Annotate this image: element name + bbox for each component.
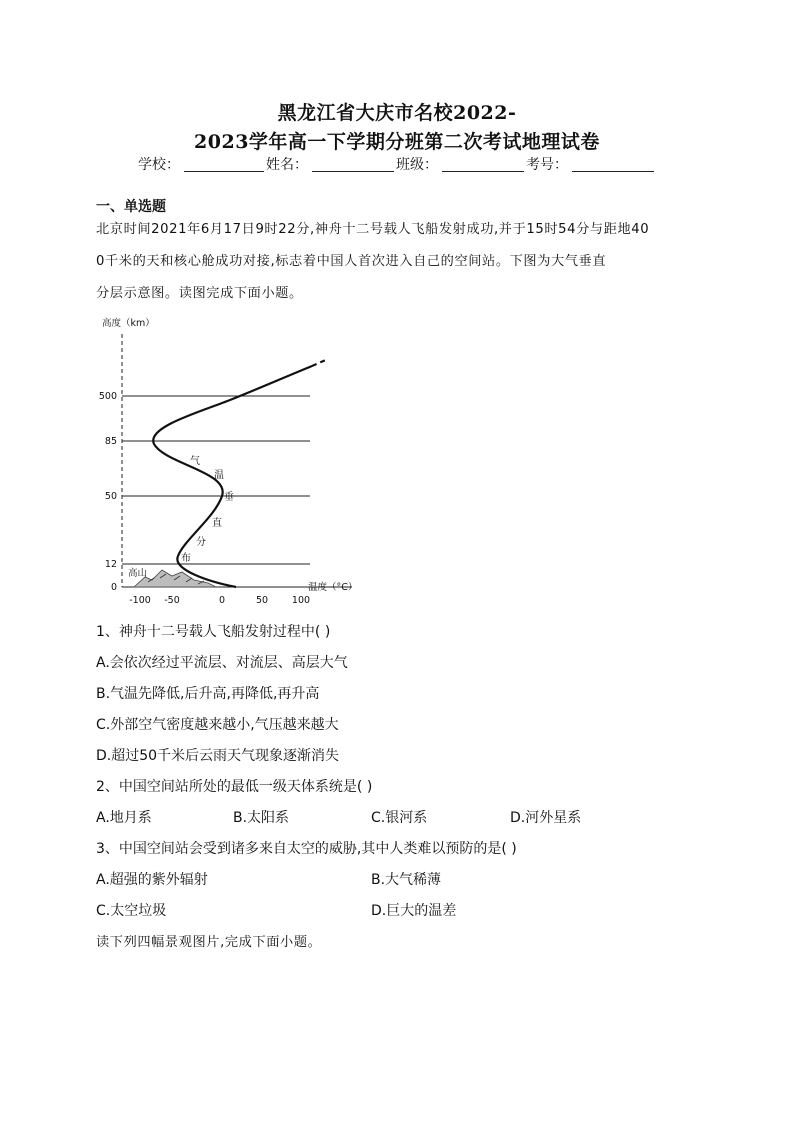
question-3-option-a[interactable]: A.超强的紫外辐射: [96, 872, 208, 888]
question-3-option-c[interactable]: C.太空垃圾: [96, 903, 167, 919]
exam-title-line-1: 黑龙江省大庆市名校2022-: [277, 102, 517, 124]
question-2-option-b[interactable]: B.太阳系: [233, 810, 290, 826]
mountain-label: 高山: [128, 568, 148, 579]
name-blank[interactable]: [312, 157, 394, 172]
school-blank[interactable]: [184, 157, 264, 172]
question-2-option-c[interactable]: C.银河系: [371, 810, 428, 826]
intro-line-1: 北京时间2021年6月17日9时22分,神舟十二号载人飞船发射成功,并于15时54分与距地40: [96, 222, 650, 237]
question-3-option-b[interactable]: B.大气稀薄: [371, 872, 442, 888]
intro-line-3: 分层示意图。读图完成下面小题。: [96, 286, 303, 301]
section-title: 一、单选题: [96, 199, 166, 215]
temperature-curve: [153, 366, 312, 587]
x-tick-minus50: -50: [164, 595, 180, 606]
atmosphere-vertical-layers-figure: [90, 312, 370, 612]
curve-label-char-2: 温: [214, 470, 224, 481]
student-info-fields: [0, 154, 794, 174]
exam-title-line-2: 2023学年高一下学期分班第二次考试地理试卷: [194, 131, 600, 153]
x-tick-0: 0: [218, 595, 226, 606]
question-1-option-a[interactable]: A.会依次经过平流层、对流层、高层大气: [96, 655, 348, 671]
y-tick-500: 500: [98, 391, 117, 402]
name-label: 姓名：: [266, 157, 308, 173]
exam-number-blank[interactable]: [572, 157, 654, 172]
next-passage-intro: 读下列四幅景观图片,完成下面小题。: [96, 935, 322, 950]
y-tick-85: 85: [104, 436, 117, 447]
curve-label-char-4: 直: [212, 518, 222, 529]
curve-label-char-1: 气: [190, 456, 200, 467]
question-2-option-a[interactable]: A.地月系: [96, 810, 152, 826]
class-label: 班级：: [396, 157, 438, 173]
curve-label-char-5: 分: [196, 537, 206, 548]
question-2-stem: 2、中国空间站所处的最低一级天体系统是( ): [96, 779, 373, 795]
question-3-option-d[interactable]: D.巨大的温差: [371, 903, 457, 919]
y-tick-50: 50: [104, 491, 117, 502]
x-tick-minus100: -100: [129, 595, 151, 606]
y-tick-0: 0: [110, 582, 117, 593]
x-axis-label: 温度（°C）: [308, 582, 358, 593]
question-3-stem: 3、中国空间站会受到诸多来自太空的威胁,其中人类难以预防的是( ): [96, 841, 517, 857]
question-1-option-c[interactable]: C.外部空气密度越来越小,气压越来越大: [96, 717, 339, 733]
x-tick-50: 50: [255, 595, 269, 606]
question-1-stem: 1、神舟十二号载人飞船发射过程中( ): [96, 624, 331, 640]
y-axis-label: 高度（km）: [102, 318, 155, 329]
y-tick-12: 12: [104, 559, 117, 570]
temperature-curve-extension: [312, 359, 328, 366]
x-tick-100: 100: [291, 595, 311, 606]
question-1-option-d[interactable]: D.超过50千米后云雨天气现象逐渐消失: [96, 748, 340, 764]
curve-label-char-6: 布: [181, 553, 191, 564]
class-blank[interactable]: [442, 157, 524, 172]
intro-line-2: 0千米的天和核心舱成功对接,标志着中国人首次进入自己的空间站。下图为大气垂直: [96, 254, 607, 269]
exam-number-label: 考号：: [526, 157, 568, 173]
question-2-option-d[interactable]: D.河外星系: [510, 810, 582, 826]
school-label: 学校：: [138, 157, 180, 173]
curve-label-char-3: 垂: [224, 492, 234, 503]
question-1-option-b[interactable]: B.气温先降低,后升高,再降低,再升高: [96, 686, 320, 702]
